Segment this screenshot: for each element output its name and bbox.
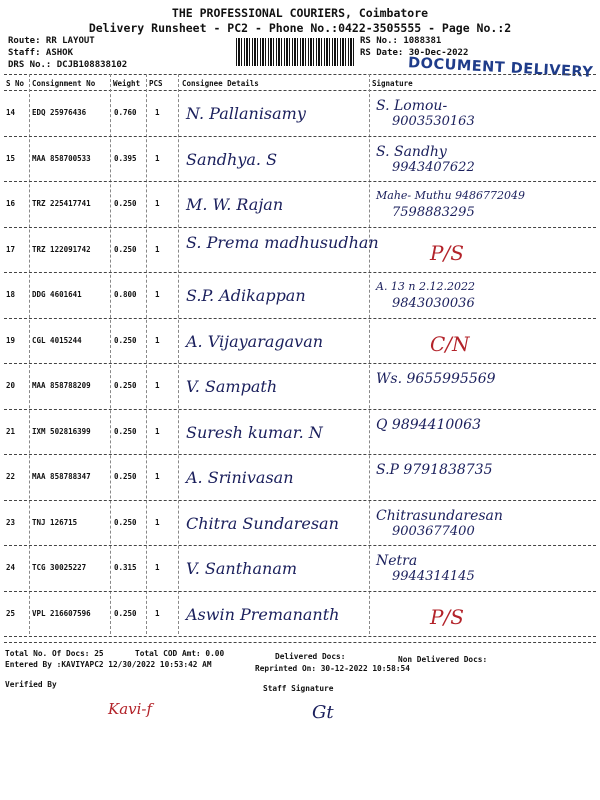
consignment-number: MAA 858700533 (32, 153, 91, 163)
row-divider (4, 636, 596, 637)
consignment-number: TRZ 225417741 (32, 199, 91, 208)
serial-number: 24 (6, 563, 16, 572)
pcs-count: 1 (155, 199, 160, 208)
weight-value: 0.250 (114, 426, 137, 436)
consignment-number: MAA 858788209 (32, 381, 91, 390)
status-mark: C/N (430, 331, 470, 356)
rs-date: RS Date: 30-Dec-2022 (360, 48, 469, 58)
table-row (0, 229, 600, 275)
weight-value: 0.250 (114, 199, 137, 208)
table-row (0, 183, 600, 229)
row-divider (4, 500, 596, 501)
weight-value: 0.760 (114, 108, 137, 117)
serial-number: 17 (6, 244, 16, 254)
signature-text: A. 13 n 2.12.2022 (376, 280, 475, 293)
consignee-name: V. Sampath (186, 377, 278, 396)
consignee-name: A. Srinivasan (186, 468, 294, 487)
weight-value: 0.250 (114, 608, 137, 618)
row-divider (4, 591, 596, 592)
col-consignee: Consignee Details (182, 79, 259, 88)
consignment-number: DDG 4601641 (32, 290, 82, 299)
staff-label: Staff: ASHOK (8, 48, 74, 58)
serial-number: 21 (6, 426, 16, 436)
consignee-name: V. Santhanam (186, 559, 298, 578)
pcs-count: 1 (155, 290, 160, 299)
pcs-count: 1 (155, 563, 160, 572)
pcs-count: 1 (155, 608, 160, 618)
table-row (0, 92, 600, 138)
phone-number: 9003677400 (392, 523, 475, 539)
consignee-name: S.P. Adikappan (186, 286, 306, 305)
table-row (0, 547, 600, 593)
table-row (0, 365, 600, 411)
row-divider (4, 272, 596, 273)
weight-value: 0.250 (114, 335, 137, 345)
phone-number: 9943407622 (392, 159, 475, 175)
table-row (0, 138, 600, 184)
signature-text: Netra (376, 553, 418, 569)
consignee-name: M. W. Rajan (186, 195, 284, 214)
col-sno: S No (6, 79, 25, 88)
consignment-number: VPL 216607596 (32, 608, 91, 618)
pcs-count: 1 (155, 153, 160, 163)
serial-number: 15 (6, 153, 16, 163)
barcode (236, 38, 354, 66)
serial-number: 20 (6, 381, 16, 390)
col-consignment: Consignment No (32, 79, 96, 88)
non-delivered-docs: Non Delivered Docs: (398, 655, 488, 664)
rs-number: RS No.: 1088381 (360, 36, 442, 46)
phone-number: 9843030036 (392, 296, 475, 311)
drs-number: DRS No.: DCJB108838102 (8, 60, 128, 70)
table-top-rule (4, 74, 596, 75)
route-label: Route: RR LAYOUT (8, 36, 95, 46)
consignment-number: TRZ 122091742 (32, 244, 91, 254)
row-divider (4, 136, 596, 137)
consignment-number: MAA 858788347 (32, 472, 91, 481)
pcs-count: 1 (155, 108, 160, 117)
consignee-name: Chitra Sundaresan (186, 513, 339, 533)
col-weight: Weight (113, 79, 141, 88)
company-title: THE PROFESSIONAL COURIERS, Coimbatore (171, 6, 429, 20)
reprinted-on: Reprinted On: 30-12-2022 10:58:54 (255, 664, 410, 673)
pcs-count: 1 (155, 335, 160, 345)
table-row (0, 502, 600, 548)
weight-value: 0.315 (114, 563, 137, 572)
row-divider (4, 318, 596, 319)
status-mark: P/S (430, 240, 464, 265)
serial-number: 19 (6, 335, 16, 345)
serial-number: 23 (6, 517, 16, 527)
weight-value: 0.250 (114, 381, 137, 390)
table-row (0, 411, 600, 457)
signature-text: S.P 9791838735 (376, 462, 493, 478)
consignment-number: EDQ 25976436 (32, 108, 87, 117)
consignee-name: A. Vijayaragavan (186, 331, 324, 351)
consignee-name: Suresh kumar. N (186, 422, 323, 442)
phone-number: 9003530163 (392, 114, 475, 129)
pcs-count: 1 (155, 244, 160, 254)
pcs-count: 1 (155, 472, 160, 481)
serial-number: 25 (6, 608, 16, 618)
consignee-name: Aswin Premananth (186, 604, 340, 624)
total-cod: Total COD Amt: 0.00 (135, 649, 225, 658)
total-docs: Total No. Of Docs: 25 (5, 649, 104, 658)
consignee-name: S. Prema madhusudhan (186, 232, 379, 252)
footer-rule (4, 642, 596, 643)
signature-text: Chitrasundaresan (376, 507, 503, 524)
consignee-name: N. Pallanisamy (186, 104, 306, 123)
phone-number: 7598883295 (392, 205, 475, 220)
signature-text: Q 9894410063 (376, 416, 481, 433)
weight-value: 0.250 (114, 472, 137, 481)
row-divider (4, 227, 596, 228)
consignment-number: TNJ 126715 (32, 517, 78, 527)
table-row (0, 456, 600, 502)
runsheet-subtitle: Delivery Runsheet - PC2 - Phone No.:0422-3505555 - Page No.:2 (88, 21, 512, 35)
document-delivery-stamp: DOCUMENT DELIVERY (407, 55, 594, 81)
row-divider (4, 545, 596, 546)
pcs-count: 1 (155, 517, 160, 527)
staff-signature: Gt (312, 702, 334, 723)
phone-number: 9944314145 (392, 569, 475, 584)
col-pcs: PCS (149, 79, 163, 88)
staff-signature-label: Staff Signature (263, 684, 334, 693)
signature-text: Ws. 9655995569 (376, 371, 496, 387)
table-header-rule (4, 90, 596, 91)
entered-by: Entered By :KAVIYAPC2 12/30/2022 10:53:42 AM (5, 660, 212, 669)
weight-value: 0.800 (114, 290, 137, 299)
signature-text: Mahe- Muthu 9486772049 (376, 189, 526, 202)
verified-signature: Kavi-f (108, 700, 153, 718)
weight-value: 0.250 (114, 244, 137, 254)
row-divider (4, 454, 596, 455)
row-divider (4, 181, 596, 182)
row-divider (4, 409, 596, 410)
pcs-count: 1 (155, 426, 160, 436)
consignment-number: TCG 30025227 (32, 563, 87, 572)
consignee-name: Sandhya. S (186, 149, 278, 169)
status-mark: P/S (430, 604, 464, 629)
table-row (0, 593, 600, 639)
serial-number: 22 (6, 472, 16, 481)
consignment-number: IXM 502816399 (32, 426, 91, 436)
pcs-count: 1 (155, 381, 160, 390)
serial-number: 14 (6, 108, 16, 117)
signature-text: S. Sandhy (376, 143, 447, 160)
verified-by-label: Verified By (5, 680, 57, 689)
delivered-docs: Delivered Docs: (275, 652, 346, 661)
consignment-number: CGL 4015244 (32, 335, 82, 345)
weight-value: 0.250 (114, 517, 137, 527)
serial-number: 18 (6, 290, 16, 299)
table-row (0, 274, 600, 320)
row-divider (4, 363, 596, 364)
serial-number: 16 (6, 199, 16, 208)
table-row (0, 320, 600, 366)
col-signature: Signature (372, 79, 413, 88)
signature-text: S. Lomou- (376, 98, 448, 114)
weight-value: 0.395 (114, 153, 137, 163)
